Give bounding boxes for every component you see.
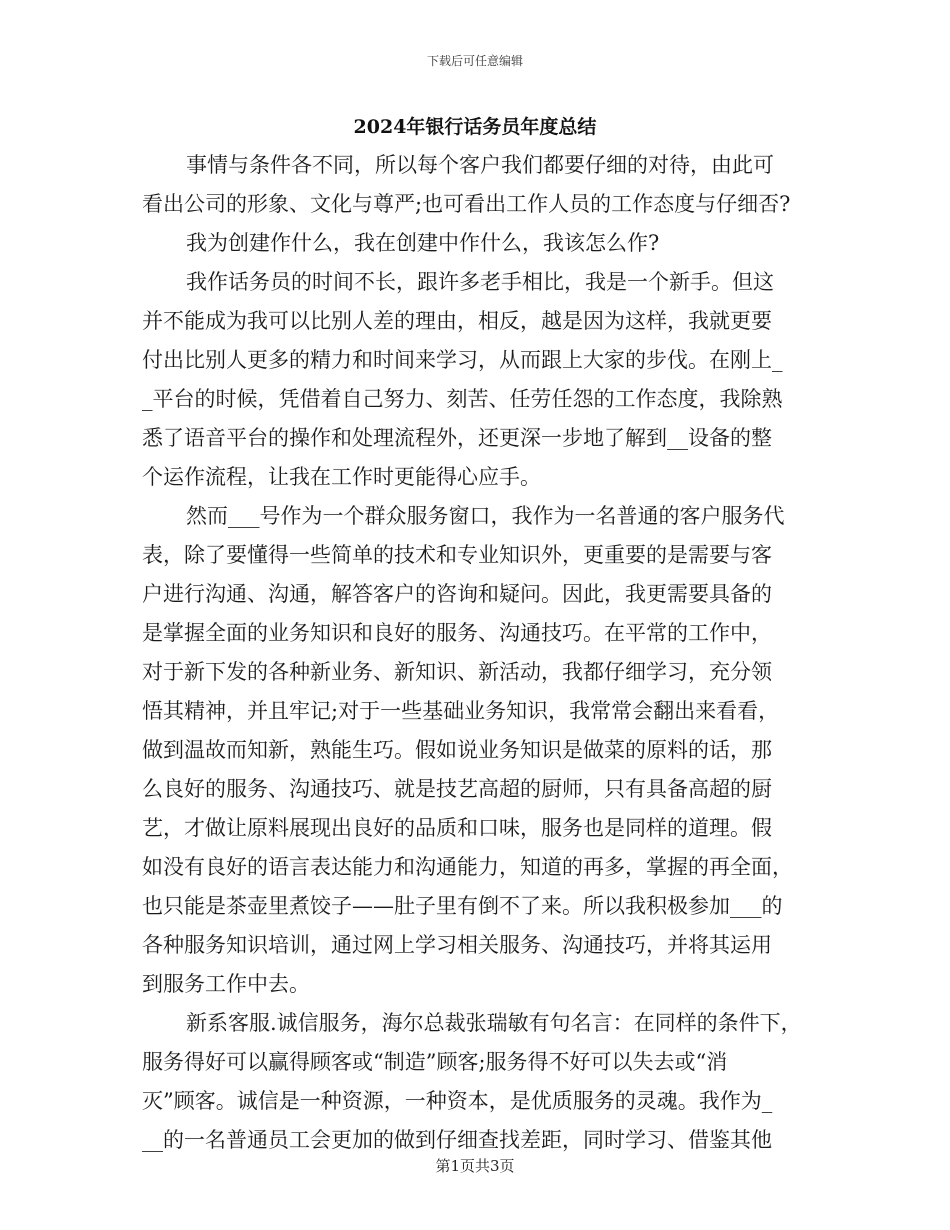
page-footer: 第1页共3页 [435, 1157, 515, 1175]
text-line: 看出公司的形象、文化与尊严;也可看出工作人员的工作态度与仔细否? [142, 192, 791, 216]
header-note: 下载后可任意编辑 [426, 54, 523, 68]
document-body [142, 146, 818, 1160]
text-line: 并不能成为我可以比别人差的理由，相反，越是因为这样，我就更要 [142, 309, 772, 333]
text-line: 事情与条件各不同，所以每个客户我们都要仔细的对待，由此可 [186, 153, 774, 177]
text-line: 我作话务员的时间不长，跟许多老手相比，我是一个新手。但这 [186, 270, 774, 294]
text-line: 做到温故而知新，熟能生巧。假如说业务知识是做菜的原料的话，那 [142, 738, 772, 762]
text-line: 付出比别人更多的精力和时间来学习，从而跟上大家的步伐。在刚上_ [142, 348, 783, 372]
text-line: 表，除了要懂得一些简单的技术和专业知识外，更重要的是需要与客 [142, 543, 772, 567]
text-line: 悟其精神，并且牢记;对于一些基础业务知识，我常常会翻出来看看， [142, 699, 780, 723]
text-line: 对于新下发的各种新业务、新知识、新活动，我都仔细学习，充分领 [142, 660, 772, 684]
text-line: 也只能是茶壶里煮饺子——肚子里有倒不了来。所以我积极参加___的 [142, 894, 783, 918]
text-line: 我为创建作什么，我在创建中作什么，我该怎么作? [186, 231, 660, 255]
text-line: 服务得好可以赢得顾客或“制造”顾客;服务得不好可以失去或“消 [142, 1050, 728, 1074]
text-line: 户进行沟通、沟通，解答客户的咨询和疑问。因此，我更需要具备的 [142, 582, 772, 606]
text-line: 艺，才做让原料展现出良好的品质和口味，服务也是同样的道理。假 [142, 816, 772, 840]
text-line: 各种服务知识培训，通过网上学习相关服务、沟通技巧，并将其运用 [142, 933, 772, 957]
text-line: 到服务工作中去。 [142, 972, 310, 996]
text-line: 然而___号作为一个群众服务窗口，我作为一名普通的客户服务代 [186, 504, 785, 528]
text-line: 灭”顾客。诚信是一种资源，一种资本，是优质服务的灵魂。我作为_ [142, 1089, 773, 1113]
text-line: _平台的时候，凭借着自己努力、刻苦、任劳任怨的工作态度，我除熟 [142, 387, 783, 411]
text-line: 是掌握全面的业务知识和良好的服务、沟通技巧。在平常的工作中， [142, 621, 772, 645]
text-line: 个运作流程，让我在工作时更能得心应手。 [142, 465, 541, 489]
text-line: 新系客服.诚信服务，海尔总裁张瑞敏有句名言：在同样的条件下， [186, 1011, 802, 1035]
document-title: 2024年银行话务员年度总结 [353, 116, 597, 138]
text-line: 如没有良好的语言表达能力和沟通能力，知道的再多，掌握的再全面， [142, 855, 793, 879]
text-line: 悉了语音平台的操作和处理流程外，还更深一步地了解到__设备的整 [142, 426, 772, 450]
text-line: __的一名普通员工会更加的做到仔细查找差距，同时学习、借鉴其他 [142, 1128, 772, 1152]
text-line: 么良好的服务、沟通技巧、就是技艺高超的厨师，只有具备高超的厨 [142, 777, 772, 801]
